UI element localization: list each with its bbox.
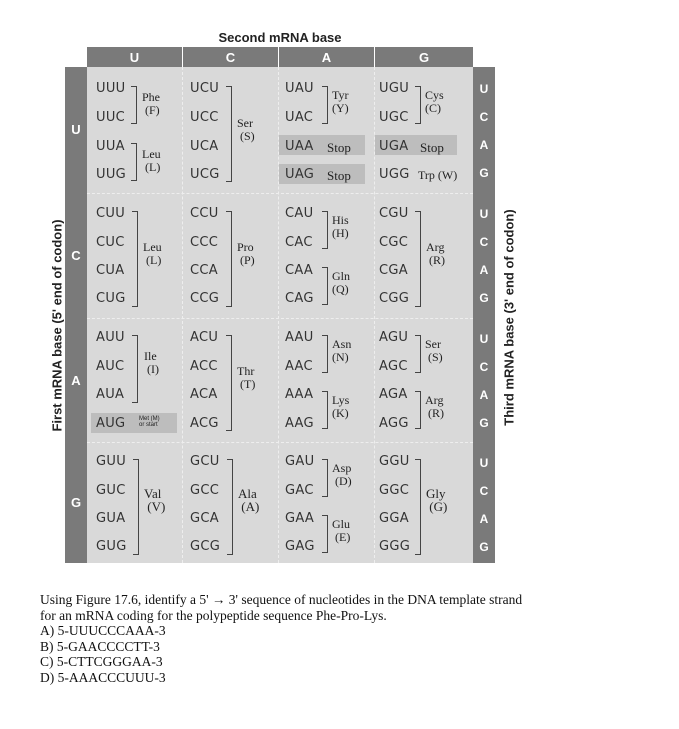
codon: UAG [285, 167, 315, 182]
codon: AGA [379, 387, 408, 402]
column-header-c: C [183, 47, 278, 67]
codon: ACA [190, 387, 218, 402]
codon: GAC [285, 483, 314, 498]
first-base-axis-label: First mRNA base (5' end of codon) [49, 219, 65, 432]
amino-acid-ser: Ser (S) [237, 116, 255, 143]
codon: AAG [285, 416, 314, 431]
amino-acid-ile: Ile (I) [144, 349, 159, 376]
first-base-g: G [70, 495, 82, 510]
codon: AAU [285, 330, 314, 345]
codon: GUC [96, 483, 126, 498]
codon: CUC [96, 235, 125, 250]
codon: CGC [379, 235, 409, 250]
bracket [226, 86, 232, 182]
codon: ACC [190, 359, 218, 374]
codon: AUG [96, 416, 126, 431]
bracket [415, 391, 421, 429]
codon: UCG [190, 167, 220, 182]
first-base-u: U [71, 122, 81, 137]
question-block [40, 592, 660, 685]
third-base-label: A [479, 263, 489, 277]
first-base-c: C [71, 248, 81, 263]
codon: AAA [285, 387, 314, 402]
codon: AGU [379, 330, 409, 345]
codon: UGG [379, 167, 410, 182]
third-base-label: C [479, 484, 489, 498]
third-base-label: G [479, 166, 489, 180]
bracket [322, 391, 328, 429]
answer-option-c[interactable]: C) 5-CTTCGGGAA-3 [40, 654, 163, 669]
codon: UAA [285, 139, 314, 154]
amino-acid-met: Met (M) or start [139, 416, 160, 428]
codon: GCA [190, 511, 219, 526]
stop-label: Stop [327, 168, 351, 183]
codon: GAG [285, 539, 315, 554]
row-divider [87, 193, 473, 194]
bracket [227, 459, 233, 555]
bracket [322, 335, 328, 373]
codon: CUG [96, 291, 126, 306]
codon: UUU [96, 81, 126, 96]
codon: AGC [379, 359, 408, 374]
bracket [322, 267, 328, 305]
third-base-label: A [479, 388, 489, 402]
codon: GCG [190, 539, 221, 554]
bracket [322, 515, 328, 553]
codon: CCC [190, 235, 219, 250]
amino-acid-ala: Ala (A) [238, 486, 260, 514]
codon: GCC [190, 483, 220, 498]
codon: CGA [379, 263, 408, 278]
codon: UUG [96, 167, 127, 182]
amino-acid-cys: Cys (C) [425, 88, 444, 115]
bracket [322, 459, 328, 497]
amino-acid-arg: Arg (R) [425, 393, 444, 420]
codon: CGU [379, 206, 409, 221]
column-header-g: G [375, 47, 473, 67]
third-base-label: A [479, 512, 489, 526]
codon: AUC [96, 359, 125, 374]
question-text: Using Figure 17.6, identify a 5' → 3' sequence of nucleotides in the DNA template strand [40, 592, 523, 607]
third-base-label: U [479, 332, 489, 346]
codon: UGC [379, 110, 409, 125]
bracket [133, 459, 139, 555]
bracket [415, 459, 421, 555]
codon: AAC [285, 359, 313, 374]
amino-acid-val: Val (V) [144, 486, 166, 514]
codon: CGG [379, 291, 410, 306]
bracket [322, 86, 328, 124]
codon: UCA [190, 139, 219, 154]
codon: UAU [285, 81, 314, 96]
amino-acid-lys: Lys (K) [332, 393, 350, 420]
bracket [226, 335, 232, 431]
bracket [415, 335, 421, 373]
codon: UCC [190, 110, 219, 125]
codon: GUG [96, 539, 127, 554]
column-divider [182, 67, 183, 563]
bracket [132, 335, 138, 403]
codon: UUC [96, 110, 126, 125]
third-base-label: C [479, 110, 489, 124]
bracket [226, 211, 232, 307]
amino-acid-leu: Leu (L) [142, 147, 161, 174]
first-base-bar [65, 67, 87, 563]
codon: CAC [285, 235, 313, 250]
amino-acid-arg: Arg (R) [426, 240, 445, 267]
codon: CUU [96, 206, 126, 221]
bracket [322, 211, 328, 249]
codon: AUU [96, 330, 125, 345]
column-header-a: A [279, 47, 374, 67]
amino-acid-leu: Leu (L) [143, 240, 162, 267]
codon: GCU [190, 454, 220, 469]
answer-option-d[interactable]: D) 5-AAACCCUUU-3 [40, 669, 166, 685]
codon: GAU [285, 454, 315, 469]
row-divider [87, 442, 473, 443]
amino-acid-phe: Phe (F) [142, 90, 160, 117]
bracket [132, 211, 138, 307]
codon: GGA [379, 511, 409, 526]
codon: CCA [190, 263, 218, 278]
question-text: for an mRNA coding for the polypeptide sequence Phe-Pro-Lys. [40, 607, 387, 623]
answer-option-b[interactable]: B) 5-GAACCCCTT-3 [40, 638, 160, 654]
amino-acid-his: His (H) [332, 213, 349, 240]
codon: AUA [96, 387, 125, 402]
second-base-title: Second mRNA base [218, 30, 342, 45]
third-base-label: U [479, 207, 489, 221]
amino-acid-tyr: Tyr (Y) [332, 88, 349, 115]
codon: GGC [379, 483, 410, 498]
third-base-label: G [479, 291, 489, 305]
codon: UAC [285, 110, 314, 125]
codon: CUA [96, 263, 125, 278]
codon: ACU [190, 330, 219, 345]
row-divider [87, 318, 473, 319]
codon: UUA [96, 139, 125, 154]
answer-option-a[interactable]: A) 5-UUUCCCAAA-3 [40, 623, 166, 638]
codon: CAA [285, 263, 314, 278]
codon: CAU [285, 206, 314, 221]
codon: AGG [379, 416, 409, 431]
third-base-label: U [479, 82, 489, 96]
codon: CCU [190, 206, 219, 221]
third-base-label: C [479, 235, 489, 249]
amino-acid-glu: Glu (E) [332, 517, 351, 544]
amino-acid-asn: Asn (N) [332, 337, 352, 364]
third-base-axis-label: Third mRNA base (3' end of codon) [501, 209, 517, 426]
third-base-label: G [479, 416, 489, 430]
codon: GUU [96, 454, 127, 469]
codon: GUA [96, 511, 126, 526]
third-base-label: G [479, 540, 489, 554]
amino-acid-pro: Pro (P) [237, 240, 255, 267]
amino-acid-gly: Gly (G) [426, 486, 448, 514]
amino-acid-thr: Thr (T) [237, 364, 256, 391]
bracket [131, 86, 137, 124]
codon: ACG [190, 416, 219, 431]
third-base-label: A [479, 138, 489, 152]
codon: GAA [285, 511, 315, 526]
codon: UGU [379, 81, 410, 96]
codon: GGG [379, 539, 411, 554]
codon: GGU [379, 454, 410, 469]
bracket [131, 143, 137, 181]
third-base-label: U [479, 456, 489, 470]
codon: UGA [379, 139, 409, 154]
amino-acid-gln: Gln (Q) [332, 269, 350, 296]
amino-acid-trp: Trp (W) [418, 168, 458, 182]
codon: CAG [285, 291, 314, 306]
codon: UCU [190, 81, 220, 96]
stop-label: Stop [327, 140, 351, 155]
bracket [415, 211, 421, 307]
third-base-label: C [479, 360, 489, 374]
bracket [415, 86, 421, 124]
amino-acid-asp: Asp (D) [332, 461, 352, 488]
column-header-u: U [87, 47, 182, 67]
codon: CCG [190, 291, 220, 306]
stop-label: Stop [420, 140, 444, 155]
first-base-a: A [71, 373, 81, 388]
amino-acid-ser: Ser (S) [425, 337, 443, 364]
